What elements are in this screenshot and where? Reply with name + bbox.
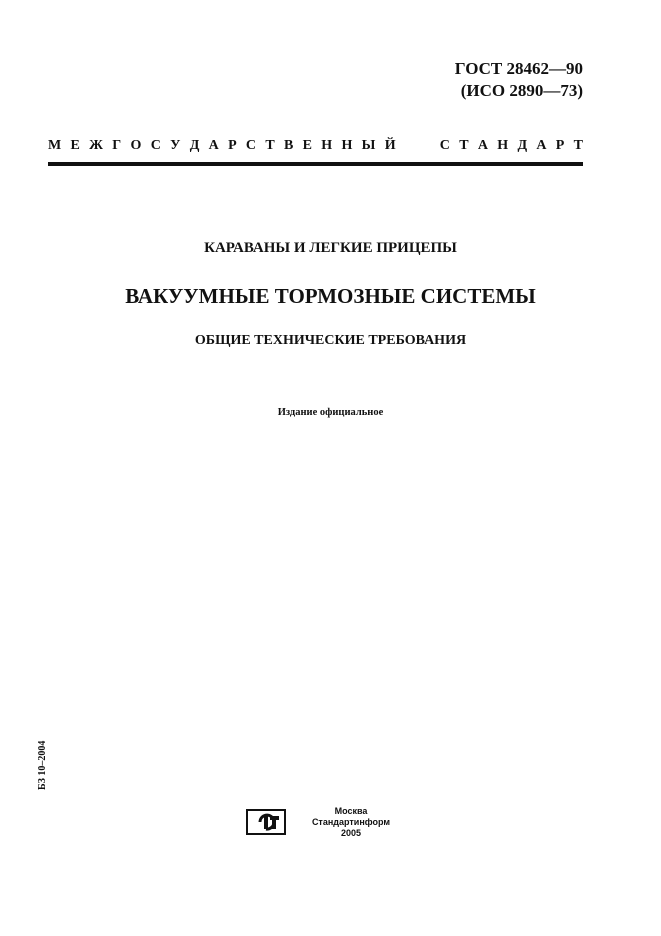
gost-code-block bbox=[455, 58, 583, 102]
header-rule bbox=[48, 162, 583, 166]
standard-type-word-1: М Е Ж Г О С У Д А Р С Т В Е Н Н Ы Й bbox=[48, 138, 396, 153]
gost-number: ГОСТ 28462—90 bbox=[454, 59, 583, 78]
side-code: БЗ 10–2004 bbox=[37, 740, 48, 790]
standard-type-header bbox=[48, 138, 583, 154]
series-title: КАРАВАНЫ И ЛЕГКИЕ ПРИЦЕПЫ bbox=[204, 240, 457, 256]
standard-type-word-2: С Т А Н Д А Р Т bbox=[439, 138, 583, 153]
publisher-year: 2005 bbox=[340, 828, 362, 838]
publisher-name: Стандартинформ bbox=[311, 817, 391, 827]
iso-number: (ИСО 2890—73) bbox=[460, 81, 583, 100]
publisher-block bbox=[296, 806, 406, 839]
standartinform-logo-icon bbox=[246, 807, 286, 837]
publisher-city: Москва bbox=[334, 806, 368, 816]
main-title: ВАКУУМНЫЕ ТОРМОЗНЫЕ СИСТЕМЫ bbox=[125, 284, 536, 308]
edition-label: Издание официальное bbox=[277, 407, 384, 418]
sub-title: ОБЩИЕ ТЕХНИЧЕСКИЕ ТРЕБОВАНИЯ bbox=[194, 333, 467, 348]
